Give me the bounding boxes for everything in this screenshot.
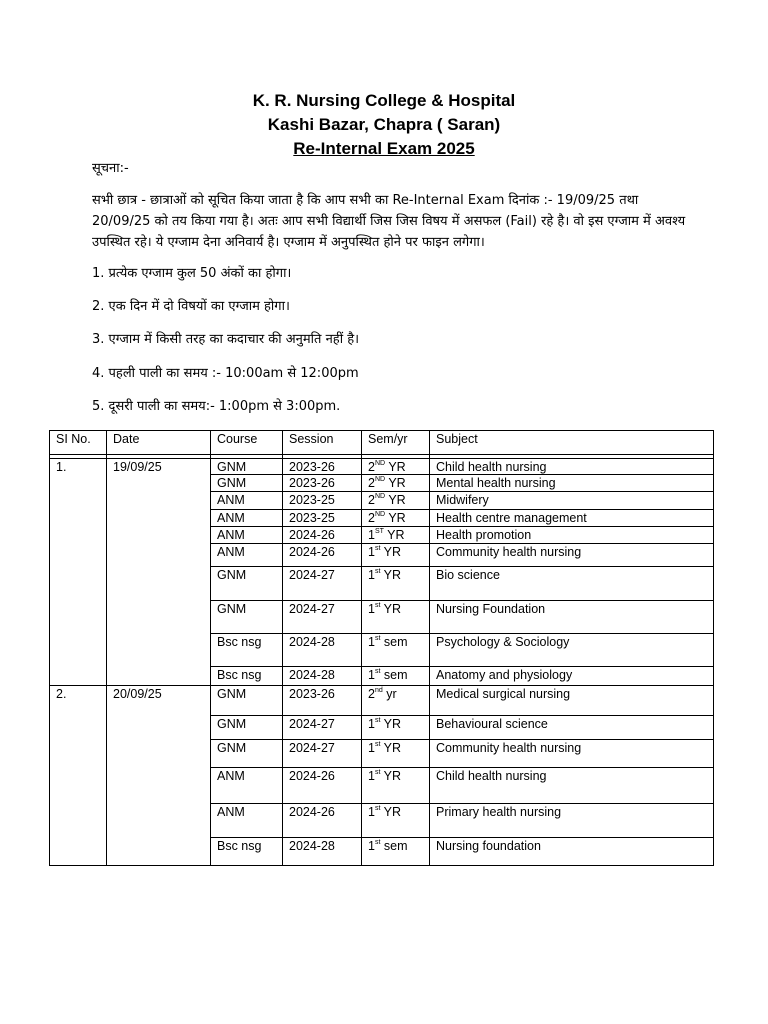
sl-no-cell: 2.: [50, 686, 107, 866]
sem-number: 1: [368, 635, 375, 649]
sem-ordinal: ND: [374, 511, 386, 518]
sem-number: 1: [368, 741, 375, 755]
sem-number: 1: [368, 805, 375, 819]
session-cell: 2024-26: [283, 804, 362, 838]
sem-number: 1: [368, 717, 375, 731]
sem-yr-cell: [362, 804, 430, 838]
session-cell: 2024-28: [283, 667, 362, 686]
sem-yr-cell: [362, 667, 430, 686]
session-cell: 2023-25: [283, 492, 362, 510]
rule-3: 3. एग्जाम में किसी तरह का कदाचार की अनुमति नहीं है।: [92, 332, 360, 347]
sem-number: 1: [368, 545, 375, 559]
course-cell: ANM: [211, 492, 283, 510]
session-cell: 2024-28: [283, 634, 362, 667]
college-name: K. R. Nursing College & Hospital: [252, 91, 516, 110]
sem-unit: YR: [383, 717, 402, 731]
header-session: Session: [283, 431, 362, 455]
date-cell: 19/09/25: [107, 459, 211, 686]
subject-cell: Behavioural science: [430, 716, 714, 740]
subject-cell: Midwifery: [430, 492, 714, 510]
subject-cell: Nursing foundation: [430, 838, 714, 866]
course-cell: GNM: [211, 740, 283, 768]
sem-number: 1: [368, 668, 375, 682]
session-cell: 2024-27: [283, 601, 362, 634]
subject-cell: Health promotion: [430, 527, 714, 544]
sem-unit: YR: [383, 769, 402, 783]
sem-unit: YR: [383, 602, 402, 616]
session-cell: 2024-26: [283, 544, 362, 567]
course-cell: Bsc nsg: [211, 634, 283, 667]
header-subject: Subject: [430, 431, 714, 455]
sem-unit: YR: [383, 545, 402, 559]
notice-paragraph: सभी छात्र - छात्राओं को सूचित किया जाता है कि आप सभी का Re-Internal Exam दिनांक :- 19/09/25 तथा 20/09/25 को तय किया गया है। अतः आप सभी विद्यार्थी जिस जिस विषय में असफल (Fail) रहे है। वो इस एग्जाम में अवश्य उपस्थित रहे। ये एग्जाम देना अनिवार्य है। एग्जाम में अनुपस्थित होने पर फाइन लगेगा।: [92, 193, 686, 250]
course-cell: GNM: [211, 686, 283, 716]
sem-yr-cell: [362, 634, 430, 667]
session-cell: 2024-26: [283, 527, 362, 544]
rule-4: 4. पहली पाली का समय :- 10:00am से 12:00pm: [92, 366, 359, 381]
course-cell: GNM: [211, 567, 283, 601]
sem-number: 1: [368, 839, 375, 853]
session-cell: 2024-26: [283, 768, 362, 804]
sem-ordinal: ST: [374, 528, 384, 535]
session-cell: 2024-28: [283, 838, 362, 866]
document-header: [0, 89, 768, 161]
date-cell: 20/09/25: [107, 686, 211, 866]
sem-number: 2: [368, 493, 375, 507]
subject-cell: Medical surgical nursing: [430, 686, 714, 716]
subject-cell: Child health nursing: [430, 459, 714, 475]
header-sl-no: SI No.: [50, 431, 107, 455]
rule-5: 5. दूसरी पाली का समय:- 1:00pm से 3:00pm.: [92, 399, 341, 414]
subject-cell: Anatomy and physiology: [430, 667, 714, 686]
sem-unit: YR: [383, 805, 402, 819]
table-row: [50, 686, 714, 716]
course-cell: ANM: [211, 768, 283, 804]
sem-yr-cell: [362, 510, 430, 527]
course-cell: GNM: [211, 459, 283, 475]
sem-ordinal: nd: [374, 687, 383, 694]
sem-number: 2: [368, 687, 375, 701]
sem-ordinal: st: [374, 668, 381, 675]
sem-yr-cell: [362, 838, 430, 866]
college-address: Kashi Bazar, Chapra ( Saran): [267, 115, 501, 134]
course-cell: ANM: [211, 544, 283, 567]
sem-yr-cell: [362, 475, 430, 492]
sem-unit: YR: [388, 476, 406, 490]
sem-yr-cell: [362, 601, 430, 634]
exam-title: Re-Internal Exam 2025: [293, 139, 475, 158]
sem-unit: YR: [388, 493, 406, 507]
session-cell: 2023-26: [283, 475, 362, 492]
notice-label: सूचना:-: [92, 161, 129, 176]
course-cell: Bsc nsg: [211, 838, 283, 866]
sem-unit: yr: [386, 687, 397, 701]
session-cell: 2024-27: [283, 740, 362, 768]
course-cell: GNM: [211, 601, 283, 634]
subject-cell: Bio science: [430, 567, 714, 601]
header-date: Date: [107, 431, 211, 455]
subject-cell: Health centre management: [430, 510, 714, 527]
sem-yr-cell: [362, 768, 430, 804]
course-cell: ANM: [211, 510, 283, 527]
sem-yr-cell: [362, 567, 430, 601]
sem-yr-cell: [362, 459, 430, 475]
header-sem-yr: Sem/yr: [362, 431, 430, 455]
sem-unit: YR: [383, 568, 402, 582]
rule-2: 2. एक दिन में दो विषयों का एग्जाम होगा।: [92, 299, 290, 314]
sem-ordinal: ND: [374, 460, 386, 467]
sem-number: 2: [368, 460, 375, 474]
sem-yr-cell: [362, 492, 430, 510]
sem-ordinal: st: [374, 741, 381, 748]
sem-yr-cell: [362, 527, 430, 544]
schedule-body: [50, 459, 714, 866]
sem-ordinal: st: [374, 769, 381, 776]
rule-1: 1. प्रत्येक एग्जाम कुल 50 अंकों का होगा।: [92, 266, 292, 281]
sem-ordinal: st: [374, 805, 381, 812]
course-cell: ANM: [211, 804, 283, 838]
sem-ordinal: st: [374, 717, 381, 724]
subject-cell: Nursing Foundation: [430, 601, 714, 634]
course-cell: GNM: [211, 475, 283, 492]
sem-ordinal: st: [374, 545, 381, 552]
sem-ordinal: st: [374, 568, 381, 575]
header-course: Course: [211, 431, 283, 455]
sem-unit: YR: [388, 511, 406, 525]
subject-cell: Primary health nursing: [430, 804, 714, 838]
sem-ordinal: st: [374, 602, 381, 609]
sem-number: 1: [368, 602, 375, 616]
session-cell: 2023-26: [283, 459, 362, 475]
subject-cell: Mental health nursing: [430, 475, 714, 492]
sem-unit: sem: [383, 839, 408, 853]
subject-cell: Community health nursing: [430, 544, 714, 567]
sem-ordinal: st: [374, 839, 381, 846]
sem-yr-cell: [362, 716, 430, 740]
sem-number: 1: [368, 528, 375, 542]
sem-ordinal: ND: [374, 493, 386, 500]
sem-unit: sem: [383, 635, 408, 649]
session-cell: 2023-26: [283, 686, 362, 716]
sem-number: 1: [368, 769, 375, 783]
sem-number: 2: [368, 476, 375, 490]
course-cell: Bsc nsg: [211, 667, 283, 686]
table-header-row: [50, 431, 714, 455]
sem-yr-cell: [362, 544, 430, 567]
session-cell: 2024-27: [283, 716, 362, 740]
sem-yr-cell: [362, 686, 430, 716]
subject-cell: Psychology & Sociology: [430, 634, 714, 667]
session-cell: 2024-27: [283, 567, 362, 601]
sem-number: 1: [368, 568, 375, 582]
exam-schedule-table: [49, 430, 714, 866]
sl-no-cell: 1.: [50, 459, 107, 686]
sem-unit: sem: [383, 668, 408, 682]
course-cell: GNM: [211, 716, 283, 740]
sem-unit: YR: [387, 528, 405, 542]
sem-yr-cell: [362, 740, 430, 768]
sem-unit: YR: [388, 460, 406, 474]
subject-cell: Child health nursing: [430, 768, 714, 804]
session-cell: 2023-25: [283, 510, 362, 527]
subject-cell: Community health nursing: [430, 740, 714, 768]
course-cell: ANM: [211, 527, 283, 544]
table-row: [50, 459, 714, 475]
sem-ordinal: st: [374, 635, 381, 642]
sem-number: 2: [368, 511, 375, 525]
sem-ordinal: ND: [374, 476, 386, 483]
sem-unit: YR: [383, 741, 402, 755]
